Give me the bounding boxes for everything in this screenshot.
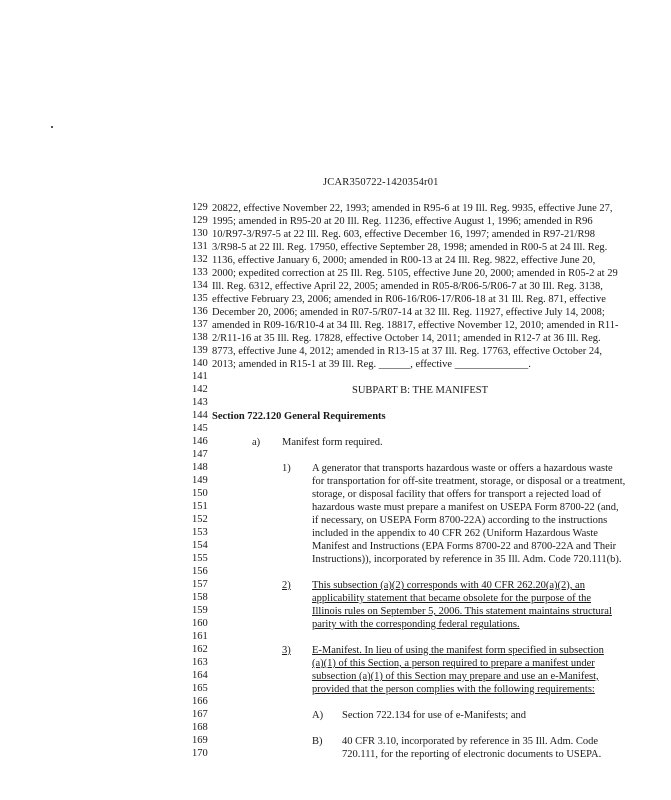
line-number: 138	[192, 332, 208, 343]
subsection-marker-3: 3)	[282, 645, 291, 656]
text-line: hazardous waste must prepare a manifest on USEPA Form 8700-22 (and,	[312, 502, 619, 513]
line-number: 130	[192, 228, 208, 239]
text-line: This subsection (a)(2) corresponds with 40 CFR 262.20(a)(2), an	[312, 580, 585, 591]
line-number: 157	[192, 579, 208, 590]
text-line: 1995; amended in R95-20 at 20 Ill. Reg. 11236, effective August 1, 1996; amended in R96	[212, 216, 593, 227]
text-line: 8773, effective June 4, 2012; amended in R13-15 at 37 Ill. Reg. 17763, effective October 24,	[212, 346, 603, 357]
line-number: 170	[192, 748, 208, 759]
line-number: 153	[192, 527, 208, 538]
line-number: 134	[192, 280, 208, 291]
line-number: 161	[192, 631, 208, 642]
text-line: included in the appendix to 40 CFR 262 (Uniform Hazardous Waste	[312, 528, 598, 539]
line-number: 154	[192, 540, 208, 551]
text-line: 2013; amended in R15-1 at 39 Ill. Reg. ______, effective ______________.	[212, 359, 531, 370]
text-line: parity with the corresponding federal regulations.	[312, 619, 520, 630]
text-line: December 20, 2006; amended in R07-5/R07-14 at 32 Ill. Reg. 11927, effective July 14, 2008;	[212, 307, 605, 318]
line-number: 159	[192, 605, 208, 616]
subsection-marker-1: 1)	[282, 463, 291, 474]
line-number: 144	[192, 410, 208, 421]
line-number: 132	[192, 254, 208, 265]
line-number: 158	[192, 592, 208, 603]
text-line: Ill. Reg. 6312, effective April 22, 2005; amended in R05-8/R06-5/R06-7 at 30 Ill. Reg. 3138,	[212, 281, 603, 292]
text-line: for transportation for off-site treatment, storage, or disposal or a treatment,	[312, 476, 626, 487]
line-number: 165	[192, 683, 208, 694]
line-number: 167	[192, 709, 208, 720]
line-number: 147	[192, 449, 208, 460]
line-number: 129	[192, 215, 208, 226]
line-number: 129	[192, 202, 208, 213]
text-line: 2000; expedited correction at 25 Ill. Reg. 5105, effective June 20, 2000; amended in R05-2 at 29	[212, 268, 618, 279]
text-line: effective February 23, 2006; amended in R06-16/R06-17/R06-18 at 31 Ill. Reg. 871, effective	[212, 294, 606, 305]
line-number: 142	[192, 384, 208, 395]
line-number: 160	[192, 618, 208, 629]
line-number: 152	[192, 514, 208, 525]
line-number: 163	[192, 657, 208, 668]
subpart-heading: SUBPART B: THE MANIFEST	[352, 385, 489, 396]
text-line: subsection (a)(1) of this Section may prepare and use an e-Manifest,	[312, 671, 599, 682]
line-number: 155	[192, 553, 208, 564]
subsection-marker-A: A)	[312, 710, 324, 721]
text-line: Section 722.134 for use of e-Manifests; and	[342, 710, 527, 721]
line-number: 146	[192, 436, 208, 447]
text-line: amended in R09-16/R10-4 at 34 Ill. Reg. 18817, effective November 12, 2010; amended in R11-	[212, 320, 619, 331]
line-number: 150	[192, 488, 208, 499]
line-number: 148	[192, 462, 208, 473]
line-number: 139	[192, 345, 208, 356]
text-line: 20822, effective November 22, 1993; amended in R95-6 at 19 Ill. Reg. 9935, effective June 27,	[212, 203, 613, 214]
subsection-marker-2: 2)	[282, 580, 291, 591]
document-id: JCAR350722-1420354r01	[323, 177, 439, 188]
line-number: 162	[192, 644, 208, 655]
line-number: 149	[192, 475, 208, 486]
line-number: 166	[192, 696, 208, 707]
section-heading: Section 722.120 General Requirements	[212, 411, 386, 422]
text-line: Manifest and Instructions (EPA Forms 8700-22 and 8700-22A and Their	[312, 541, 617, 552]
text-line: A generator that transports hazardous waste or offers a hazardous waste	[312, 463, 613, 474]
text-line: if necessary, on USEPA Form 8700-22A) according to the instructions	[312, 515, 608, 526]
line-number: 137	[192, 319, 208, 330]
subsection-marker-a: a)	[252, 437, 261, 448]
text-line: (a)(1) of this Section, a person required to prepare a manifest under	[312, 658, 595, 669]
text-line: Manifest form required.	[282, 437, 383, 448]
line-number: 140	[192, 358, 208, 369]
line-number: 141	[192, 371, 208, 382]
text-line: 2/R11-16 at 35 Ill. Reg. 17828, effective October 14, 2011; amended in R12-7 at 36 Ill. Reg.	[212, 333, 601, 344]
text-line: applicability statement that became obsolete for the purpose of the	[312, 593, 592, 604]
line-number: 136	[192, 306, 208, 317]
line-number: 143	[192, 397, 208, 408]
line-number: 164	[192, 670, 208, 681]
text-line: Illinois rules on September 5, 2006. This statement maintains structural	[312, 606, 612, 617]
subsection-marker-B: B)	[312, 736, 323, 747]
text-line: 10/R97-3/R97-5 at 22 Ill. Reg. 603, effective December 16, 1997; amended in R97-21/R98	[212, 229, 595, 240]
stray-mark	[51, 126, 53, 128]
line-number: 135	[192, 293, 208, 304]
line-number: 151	[192, 501, 208, 512]
line-number: 169	[192, 735, 208, 746]
text-line: 1136, effective January 6, 2000; amended in R00-13 at 24 Ill. Reg. 9822, effective June 20,	[212, 255, 596, 266]
line-number: 131	[192, 241, 208, 252]
text-line: 720.111, for the reporting of electronic documents to USEPA.	[342, 749, 602, 760]
line-number: 145	[192, 423, 208, 434]
text-line: E-Manifest. In lieu of using the manifest form specified in subsection	[312, 645, 604, 656]
line-number: 168	[192, 722, 208, 733]
line-number: 133	[192, 267, 208, 278]
text-line: Instructions)), incorporated by reference in 35 Ill. Adm. Code 720.111(b).	[312, 554, 622, 565]
text-line: storage, or disposal facility that offers for transport a rejected load of	[312, 489, 602, 500]
line-number: 156	[192, 566, 208, 577]
text-line: provided that the person complies with the following requirements:	[312, 684, 595, 695]
text-line: 3/R98-5 at 22 Ill. Reg. 17950, effective September 28, 1998; amended in R00-5 at 24 Ill. Reg.	[212, 242, 608, 253]
text-line: 40 CFR 3.10, incorporated by reference in 35 Ill. Adm. Code	[342, 736, 599, 747]
